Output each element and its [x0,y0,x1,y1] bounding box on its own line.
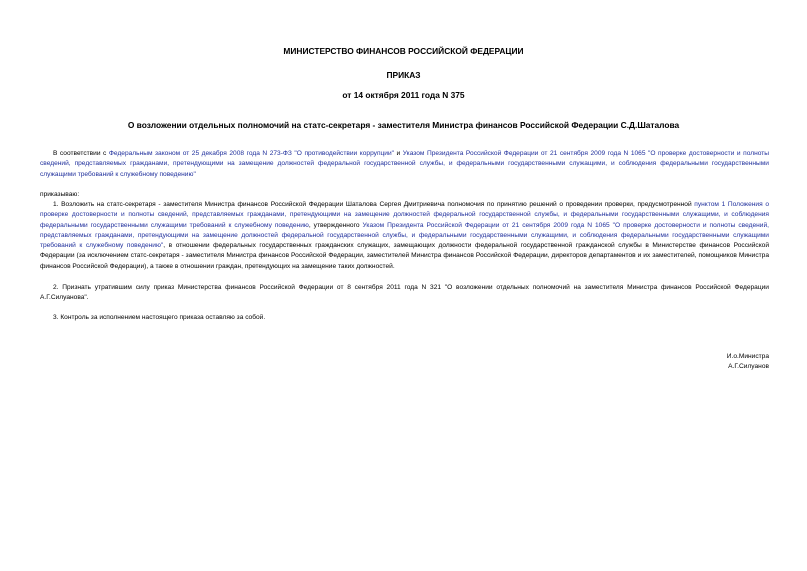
ministry-heading: МИНИСТЕРСТВО ФИНАНСОВ РОССИЙСКОЙ ФЕДЕРАЦИИ [283,46,524,56]
item-1-text-1: 1. Возложить на статс-секретаря - заместителя Министра финансов Российской Федерации Шаталова Сергея Дмитриевича полномочия по принятию решений о проведении проверки, предусмотренной [53,201,695,208]
prikazyvayu-label: приказываю: [40,191,80,198]
federal-law-link[interactable]: Федеральным законом от 25 декабря 2008 года N 273-ФЗ "О противодействии коррупции" [108,150,395,157]
item-2-paragraph [40,283,769,304]
document-title: О возложении отдельных полномочий на статс-секретаря - заместителя Министра финансов Российской Федерации С.Д.Шаталова [127,120,680,130]
signatory-name: А.Г.Силуанов [728,363,769,371]
doc-type-heading: ПРИКАЗ [386,70,421,80]
presidential-decree-link[interactable]: Указом Президента Российской Федерации от 21 сентября 2009 года N 1065 "О проверке достоверности и полноты сведений, представляемых гражданами, претендующими на замещение должностей федеральной государственной службы, и федеральными государственными служащими, и соблюдения федеральными государственными служащими требований к служебному поведению" [40,150,769,178]
item-3-text: 3. Контроль за исполнением настоящего приказа оставляю за собой. [53,314,266,321]
regulation-point-link[interactable]: пунктом 1 Положения о проверке достоверности и полноты сведений, представляемых гражданами, претендующими на замещение должностей федеральной государственной службы, и федеральными государственными служащими, и соблюдения федеральными государственными служащими требований к служебному поведению [40,201,769,229]
signature-block [727,352,769,373]
signatory-position: И.о.Министра [726,353,769,360]
item-2-text: 2. Признать утратившим силу приказ Министерства финансов Российской Федерации от 8 сентября 2011 года N 321 "О возложении отдельных полномочий на заместителя Министра финансов Российской Федерации А.Г.Силуанова". [40,284,769,302]
intro-text-1: В соответствии с [53,150,109,157]
item-3-paragraph [40,313,769,323]
date-number-heading: от 14 октября 2011 года N 375 [342,90,465,100]
decree-1065-link[interactable]: Указом Президента Российской Федерации от 21 сентября 2009 года N 1065 "О проверке достоверности и полноты сведений, представляемых гражданами, претендующими на замещение должностей федеральной государственной службы, и федеральными государственными служащими, и соблюдения федеральными государственными служащими требований к служебному поведению" [40,221,769,250]
item-1-text-3: , в отношении федеральных государственных гражданских служащих, замещающих должности федеральной государственной гражданской службы в Министерстве финансов Российской Федерации (за исключением статс-секретаря - заместителя Министра финансов Российской Федерации, заместителей Министра финансов Российской Федерации, директоров департаментов и их заместителей, помощников Министра финансов Российской Федерации), а также в отношении граждан, претендующих на замещение таких должностей. [40,242,770,270]
item-1-paragraph [40,200,769,272]
intro-text-2: и [394,150,403,157]
item-1-text-2: , утвержденного [308,221,363,229]
intro-paragraph [40,149,769,180]
